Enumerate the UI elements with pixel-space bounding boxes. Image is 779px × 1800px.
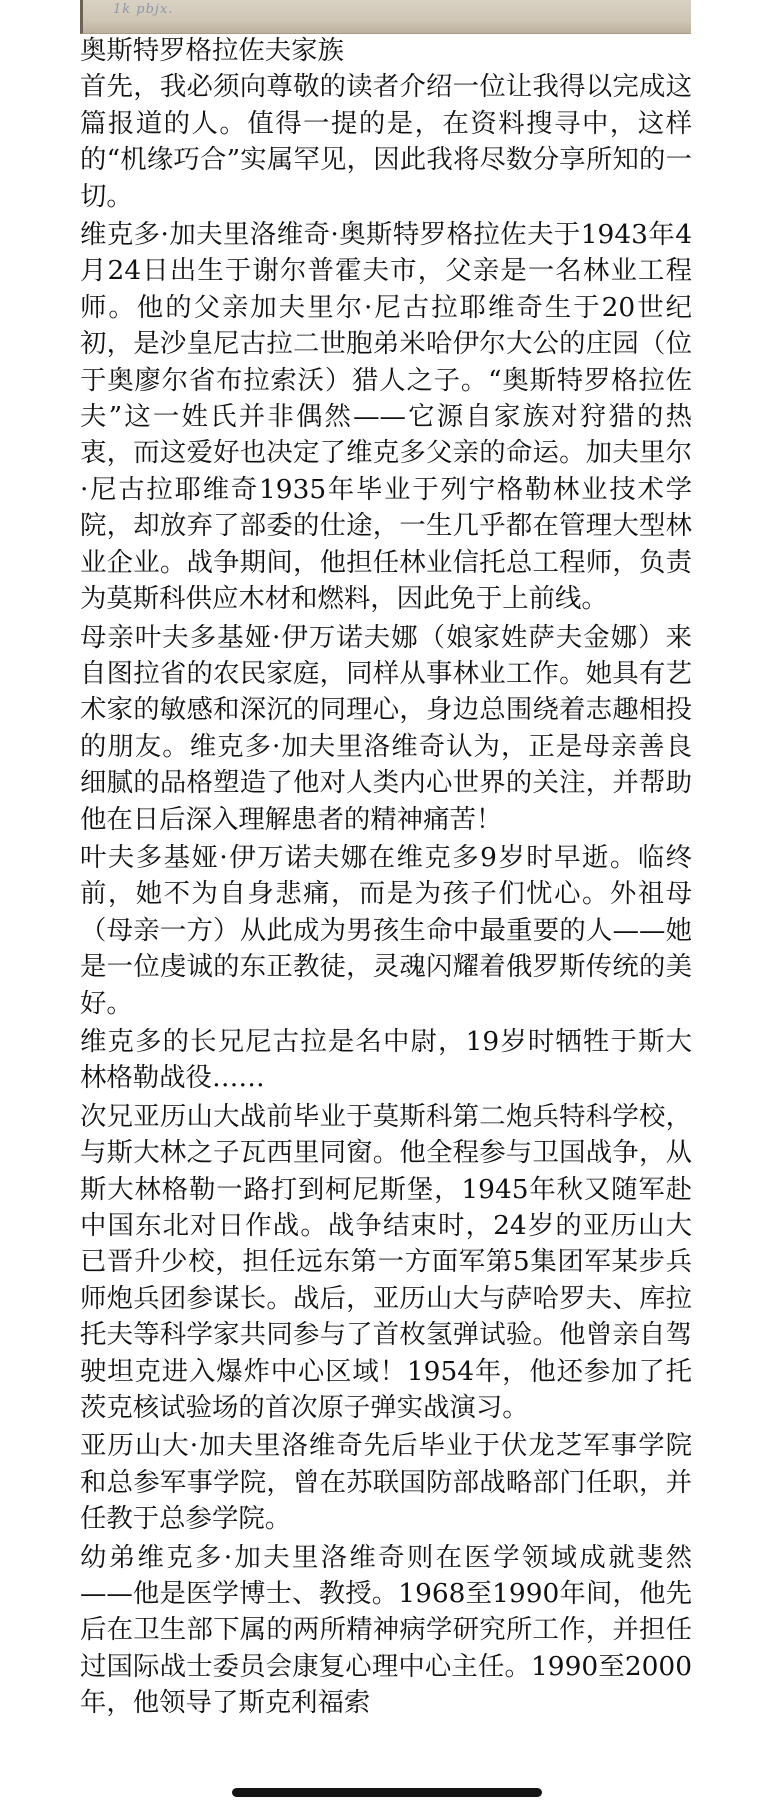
- scroll-indicator-bar[interactable]: [232, 1788, 542, 1797]
- article-title: 奥斯特罗格拉佐夫家族: [80, 35, 344, 66]
- archival-photo-edge: [80, 0, 691, 34]
- paragraph-mother: 母亲叶夫多基娅·伊万诺夫娜（娘家姓萨夫金娜）来自图拉省的农民家庭，同样从事林业工作。她具有艺术家的敏感和深沉的同理心，身边总围绕着志趣相投的朋友。维克多·加夫里洛维奇认为，正是母亲善良细腻的品格塑造了他对人类内心世界的关注，并帮助他在日后深入理解患者的精神痛苦！: [80, 621, 692, 835]
- paragraph-alexander-career: 亚历山大·加夫里洛维奇先后毕业于伏龙芝军事学院和总参军事学院，曾在苏联国防部战略部门任职，并任教于总参学院。: [80, 1430, 692, 1535]
- paragraph-father: 维克多·加夫里洛维奇·奥斯特罗格拉佐夫于1943年4月24日出生于谢尔普霍夫市，父亲是一名林业工程师。他的父亲加夫里尔·尼古拉耶维奇生于20世纪初，是沙皇尼古拉二世胞弟米哈伊尔大公的庄园（位于奥廖尔省布拉索沃）猎人之子。“奥斯特罗格拉佐夫”这一姓氏并非偶然——它源自家族对狩猎的热衷，而这爱好也决定了维克多父亲的命运。加夫里尔·尼古拉耶维奇1935年毕业于列宁格勒林业技术学院，却放弃了部委的仕途，一生几乎都在管理大型林业企业。战争期间，他担任林业信托总工程师，负责为莫斯科供应木材和燃料，因此免于上前线。: [80, 219, 692, 615]
- paragraph-second-brother: 次兄亚历山大战前毕业于莫斯科第二炮兵特科学校，与斯大林之子瓦西里同窗。他全程参与卫国战争，从斯大林格勒一路打到柯尼斯堡，1945年秋又随军赴中国东北对日作战。战争结束时，24岁的亚历山大已晋升少校，担任远东第一方面军第5集团军某步兵师炮兵团参谋长。战后，亚历山大与萨哈罗夫、库拉托夫等科学家共同参与了首枚氢弹试验。他曾亲自驾驶坦克进入爆炸中心区域！1954年，他还参加了托茨克核试验场的首次原子弹实战演习。: [80, 1100, 692, 1424]
- paragraph-eldest-brother: 维克多的长兄尼古拉是名中尉，19岁时牺牲于斯大林格勒战役……: [80, 1025, 692, 1094]
- article-body: [80, 33, 692, 1724]
- handwritten-note: 1k pbjx.: [113, 2, 174, 17]
- paragraph-viktor-career: 幼弟维克多·加夫里洛维奇则在医学领域成就斐然——他是医学博士、教授。1968至1990年间，他先后在卫生部下属的两所精神病学研究所工作，并担任过国际战士委员会康复心理中心主任。1990至2000年，他领导了斯克利福索: [80, 1541, 692, 1719]
- paragraph-grandmother: 叶夫多基娅·伊万诺夫娜在维克多9岁时早逝。临终前，她不为自身悲痛，而是为孩子们忧心。外祖母（母亲一方）从此成为男孩生命中最重要的人——她是一位虔诚的东正教徒，灵魂闪耀着俄罗斯传统的美好。: [80, 841, 692, 1019]
- paragraph-intro: 首先，我必须向尊敬的读者介绍一位让我得以完成这篇报道的人。值得一提的是，在资料搜寻中，这样的“机缘巧合”实属罕见，因此我将尽数分享所知的一切。: [80, 71, 692, 212]
